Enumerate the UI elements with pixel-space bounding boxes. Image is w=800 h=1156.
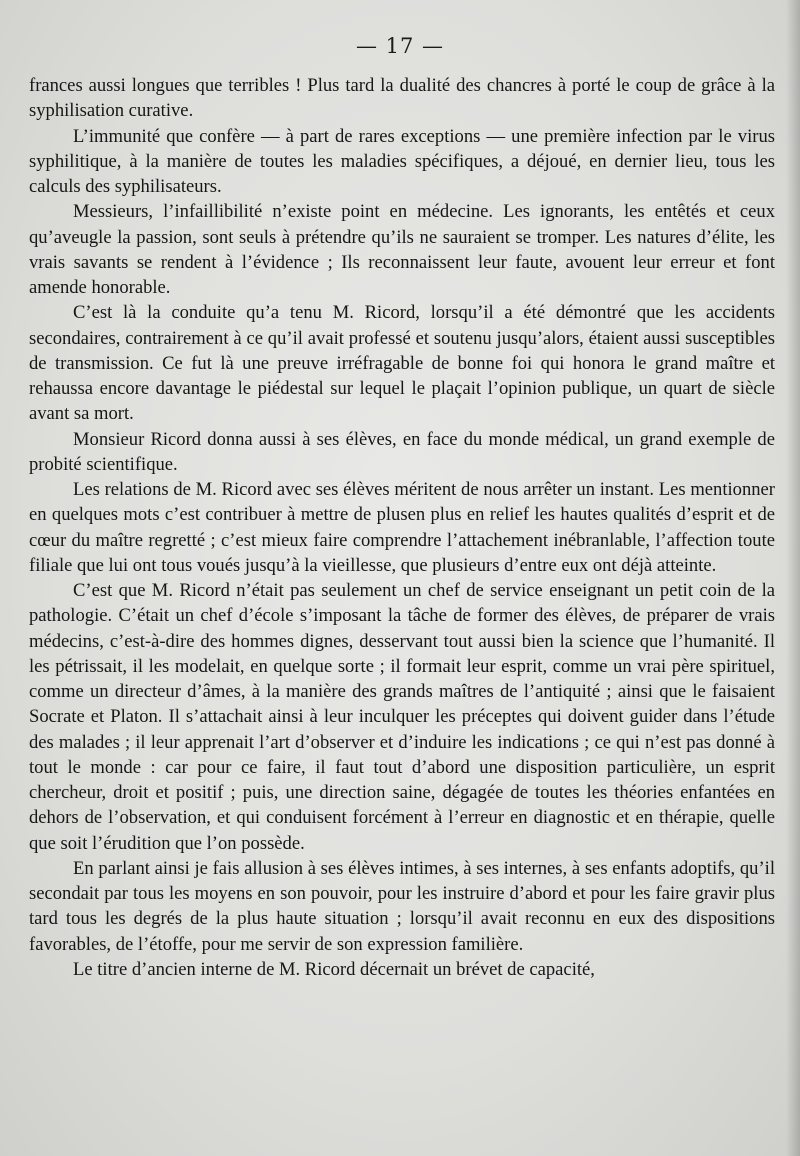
paragraph: En parlant ainsi je fais allusion à ses élèves intimes, à ses internes, à ses enfants adoptifs, qu’il secondait par tous les moyens en son pouvoir, pour les instruire d’abord et pour les faire gravir plus tard tous les degrés de la plus haute situation ; lorsqu’il avait reconnu en eux des dispositions favorables, de l’étoffe, pour me servir de son expression familière.	[29, 857, 775, 955]
paragraph: Le titre d’ancien interne de M. Ricord décernait un brévet de capacité,	[73, 958, 595, 980]
paragraph: Messieurs, l’infaillibilité n’existe point en médecine. Les ignorants, les entêtés et ceux qu’aveugle la passion, sont seuls à prétendre qu’ils ne sauraient se tromper. Les natures d’élite, les vrais savants se rendent à l’évidence ; Ils reconnaissent leur faute, avouent leur erreur et font amende honorable.	[29, 201, 775, 298]
paragraph-continuation: frances aussi longues que terribles ! Plus tard la dualité des chancres à porté le coup de grâce à la syphilisation curative.	[29, 75, 775, 122]
paragraph: C’est que M. Ricord n’était pas seulement un chef de service enseignant un petit coin de la pathologie. C’était un chef d’école s’imposant la tâche de former des élèves, de préparer de vrais médecins, c’est-à-dire des hommes dignes, desservant tout aussi bien la science que l’humanité. Il les pétrissait, il les modelait, en quelque sorte ; il formait leur esprit, comme un vrai père spirituel, comme un directeur d’âmes, à la manière des grands maîtres de l’antiquité ; ainsi que le faisaient Socrate et Platon. Il s’attachait ainsi à leur inculquer les préceptes qui doivent guider dans l’étude des malades ; il leur apprenait l’art d’observer et d’induire les indications ; ce qui n’est pas donné à tout le monde : car pour ce faire, il faut tout d’abord une disposition particulière, un esprit chercheur, droit et positif ; puis, une direction saine, dégagée de toutes les théories enfantées en dehors de l’observation, et qui conduisent forcément à l’erreur en diagnostic et en thérapie, quelle que soit l’érudition que l’on possède.	[29, 580, 775, 854]
paragraph: C’est là la conduite qu’a tenu M. Ricord, lorsqu’il a été démontré que les accidents secondaires, contrairement à ce qu’il avait professé et soutenu jusqu’alors, étaient aussi susceptibles de transmission. Ce fut là une preuve irréfragable de bonne foi qui honora le grand maître et rehaussa encore davantage le piédestal sur lequel le plaçait l’opinion publique, un quart de siècle avant sa mort.	[29, 302, 775, 425]
page-number: — 17 —	[355, 34, 445, 58]
body-text	[29, 73, 775, 982]
paragraph: Les relations de M. Ricord avec ses élèves méritent de nous arrêter un instant. Les mentionner en quelques mots c’est contribuer à mettre de plusen plus en relief les hautes qualités d’esprit et de cœur du maître regretté ; c’est mieux faire comprendre l’attachement inébranlable, l’affection toute filiale que lui ont tous voués jusqu’à la vieillesse, que plusieurs d’entre eux ont déjà atteinte.	[29, 479, 775, 576]
paragraph: L’immunité que confère — à part de rares exceptions — une première infection par le virus syphilitique, à la manière de toutes les maladies spécifiques, a déjoué, en dernier lieu, tous les calculs des syphilisateurs.	[29, 125, 775, 197]
page-edge-shadow	[786, 0, 800, 1156]
paragraph: Monsieur Ricord donna aussi à ses élèves, en face du monde médical, un grand exemple de probité scientifique.	[29, 428, 775, 475]
